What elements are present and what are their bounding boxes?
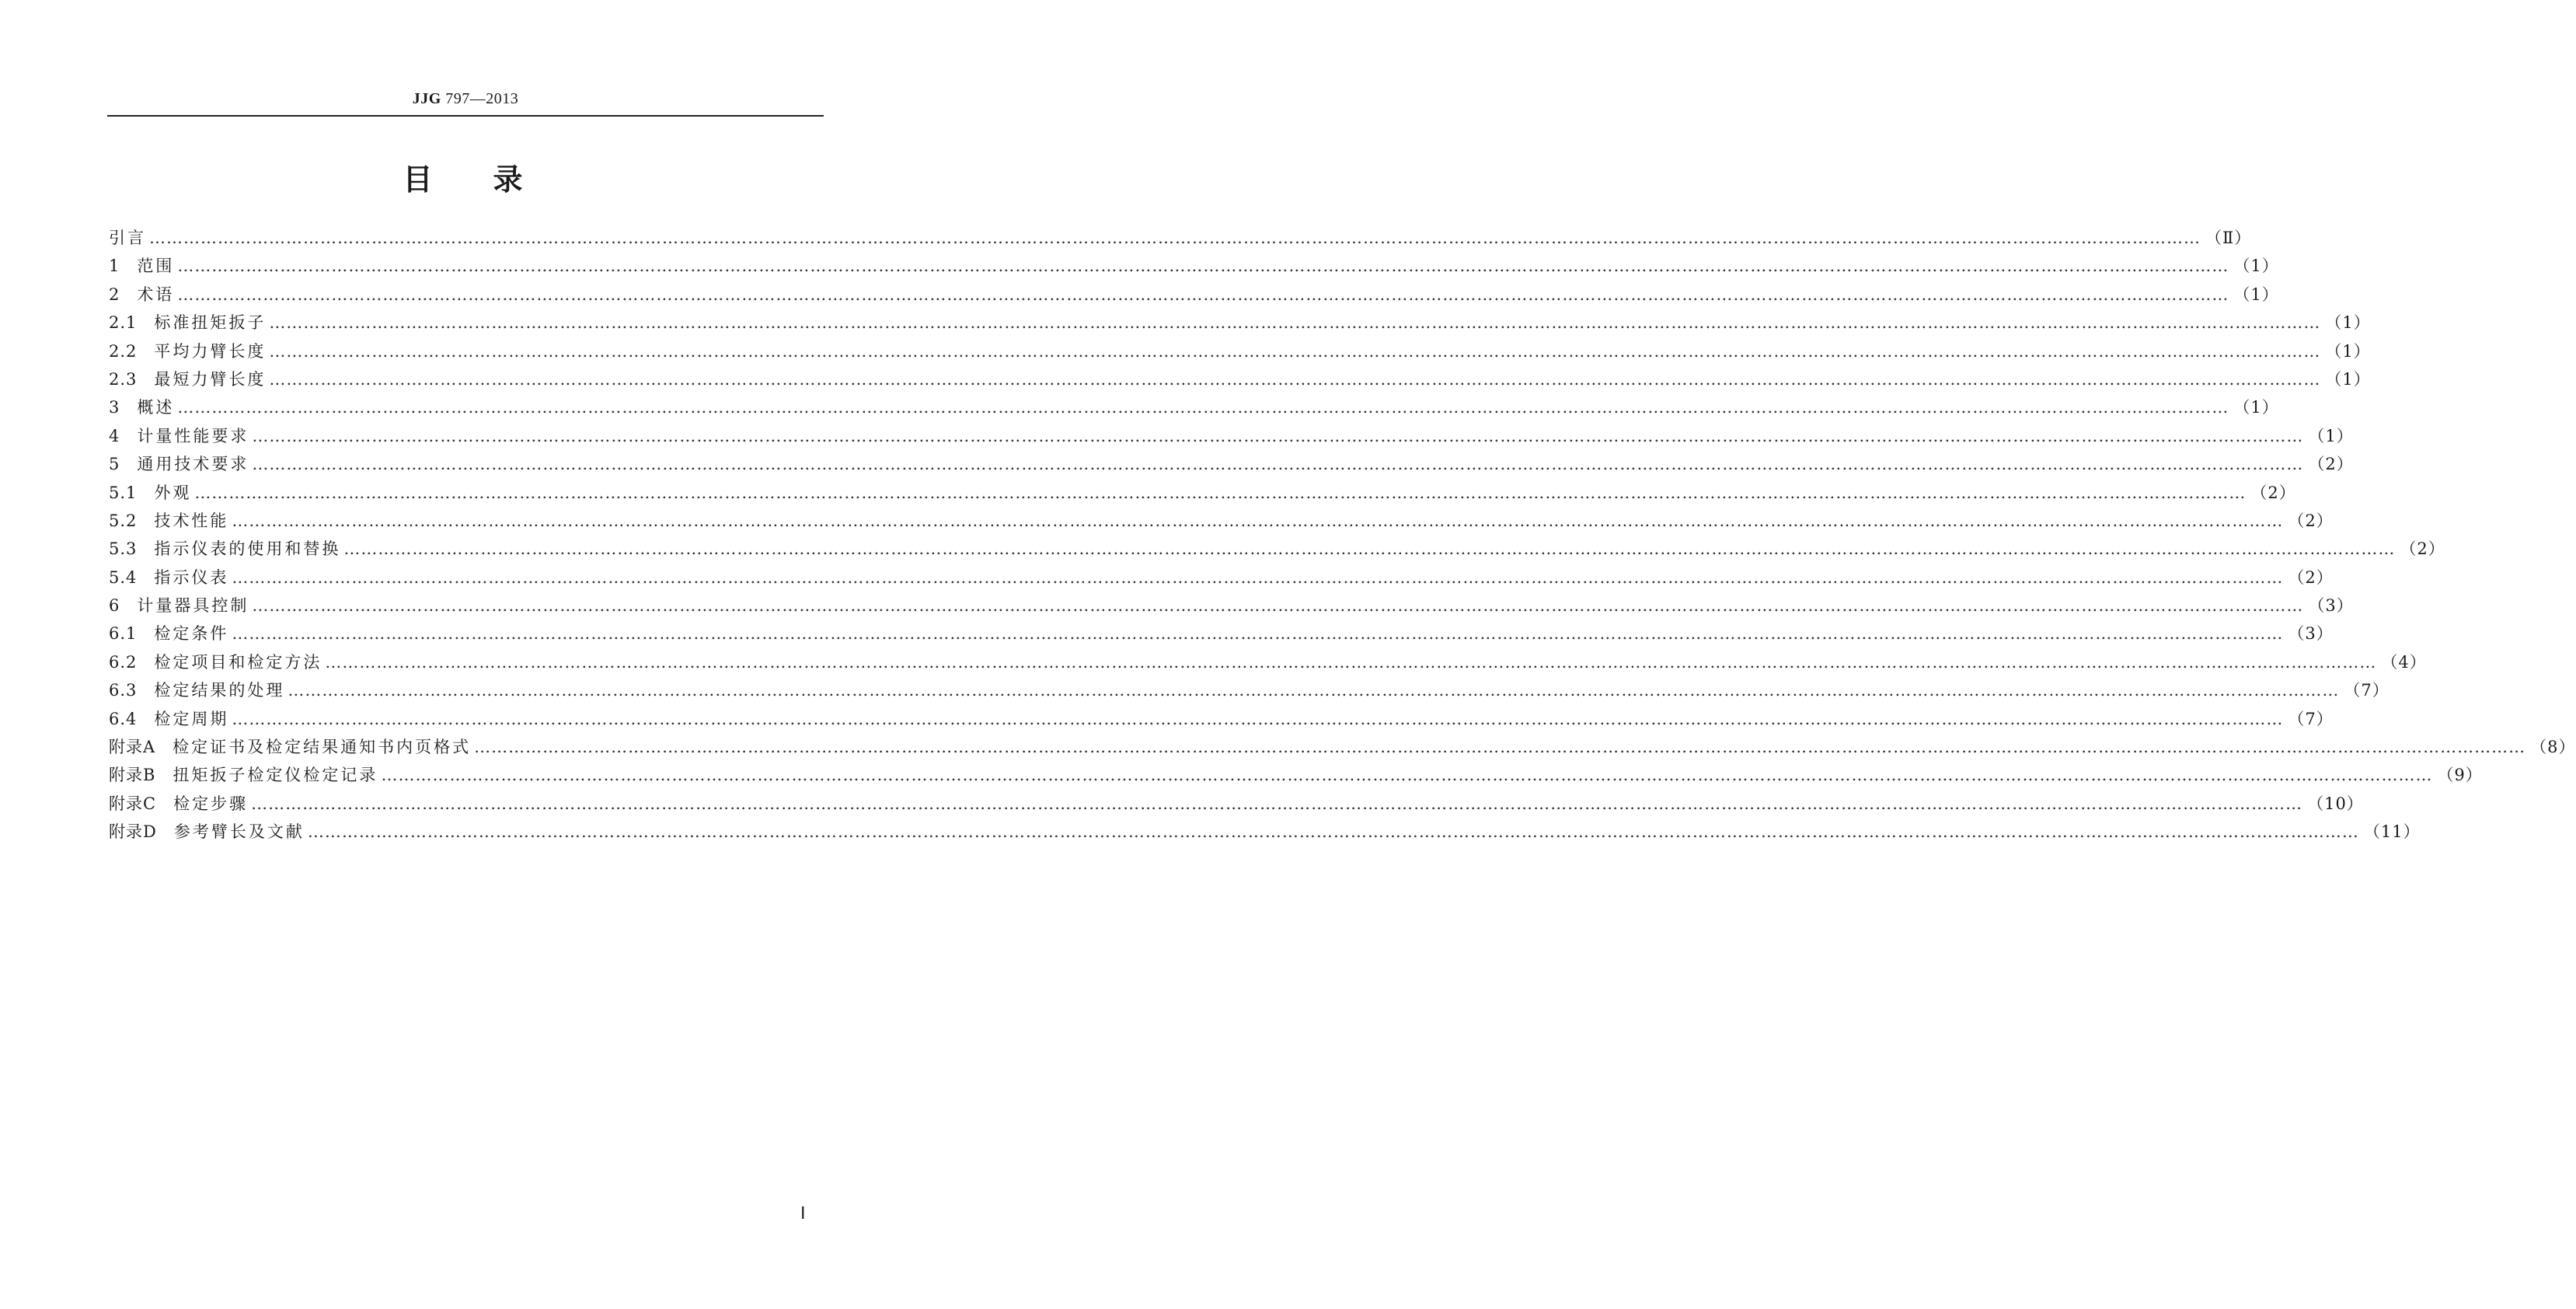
toc-entry-title: 平均力臂长度 xyxy=(154,341,267,361)
toc-entry-number: 6 xyxy=(109,596,138,616)
toc-entry-title: 指示仪表 xyxy=(154,567,229,587)
toc-entry[interactable] xyxy=(109,479,2296,507)
toc-entry-title: 检定步骤 xyxy=(173,794,249,813)
toc-entry-page: （1） xyxy=(2233,257,2279,276)
toc-leader-dots: ……………………………………………………………………………………………………………………………………………………………………………………………………………………………………………………………………………………………………………………………… xyxy=(177,284,2229,304)
toc-leader-dots: ……………………………………………………………………………………………………………………………………………………………………………………………………………………………………………………………………………………………………………………………… xyxy=(232,511,2284,530)
toc-leader-dots: ……………………………………………………………………………………………………………………………………………………………………………………………………………………………………………………………………………………………………………………………… xyxy=(232,709,2284,728)
toc-entry[interactable] xyxy=(109,309,2371,337)
toc-entry-page: （1） xyxy=(2325,369,2371,389)
toc-entry-title: 外观 xyxy=(154,483,192,502)
toc-entry-page: （10） xyxy=(2307,794,2364,813)
toc-leader-dots: ……………………………………………………………………………………………………………………………………………………………………………………………………………………………………………………………………………………………………………………………… xyxy=(194,483,2247,502)
toc-entry-number: 3 xyxy=(109,398,138,417)
toc-entry-page: （1） xyxy=(2325,341,2371,361)
toc-entry[interactable] xyxy=(109,818,2421,846)
toc-entry-page: （3） xyxy=(2308,596,2354,616)
toc-entry-number: 5.3 xyxy=(109,539,155,559)
toc-entry-number: 2.1 xyxy=(109,313,155,333)
toc-entry[interactable] xyxy=(109,705,2334,733)
toc-entry-page: （1） xyxy=(2233,398,2279,417)
toc-entry[interactable] xyxy=(109,733,2576,761)
toc-leader-dots: ……………………………………………………………………………………………………………………………………………………………………………………………………………………………………………………………………………………………………………………………… xyxy=(149,229,2201,247)
toc-entry-number: 6.2 xyxy=(109,652,155,672)
toc-entry[interactable] xyxy=(109,564,2334,592)
toc-entry-number: 附录B xyxy=(109,766,173,785)
toc-entry-title: 通用技术要求 xyxy=(137,455,249,474)
toc-entry[interactable] xyxy=(109,450,2354,478)
toc-entry-number: 6.4 xyxy=(109,709,155,728)
toc-entry[interactable] xyxy=(109,761,2483,789)
toc-entry-number: 附录D xyxy=(109,822,174,842)
toc-entry-page: （1） xyxy=(2308,426,2354,445)
toc-entry[interactable] xyxy=(109,592,2354,620)
toc-entry[interactable] xyxy=(109,648,2427,676)
toc-entry-number: 4 xyxy=(109,426,138,445)
toc-entry-page: （1） xyxy=(2325,313,2371,333)
standard-number: 797—2013 xyxy=(441,90,519,107)
toc-entry-page: （4） xyxy=(2381,652,2427,672)
toc-leader-dots: ……………………………………………………………………………………………………………………………………………………………………………………………………………………………………………………………………………………………………………………………… xyxy=(325,652,2377,672)
toc-entry-page: （Ⅱ） xyxy=(2205,229,2252,247)
toc-entry-title: 检定证书及检定结果通知书内页格式 xyxy=(173,738,472,757)
toc-entry-number: 6.3 xyxy=(109,681,155,700)
toc-leader-dots: ……………………………………………………………………………………………………………………………………………………………………………………………………………………………………………………………………………………………………………………………… xyxy=(177,398,2229,417)
toc-leader-dots: ……………………………………………………………………………………………………………………………………………………………………………………………………………………………………………………………………………………………………………………………… xyxy=(232,624,2284,644)
toc-entry-title: 技术性能 xyxy=(154,511,229,530)
toc-entry-page: （2） xyxy=(2288,567,2334,587)
toc-leader-dots: ……………………………………………………………………………………………………………………………………………………………………………………………………………………………………………………………………………………………………………………………… xyxy=(381,766,2433,785)
toc-entry-page: （7） xyxy=(2288,709,2334,728)
toc-entry-number: 附录A xyxy=(109,738,173,757)
toc-entry-title: 计量器具控制 xyxy=(137,596,249,616)
toc-entry[interactable] xyxy=(109,224,2252,252)
toc-entry[interactable] xyxy=(109,252,2279,280)
toc-entry[interactable] xyxy=(109,281,2279,309)
toc-entry[interactable] xyxy=(109,535,2445,563)
toc-entry-title: 检定结果的处理 xyxy=(154,681,285,700)
toc-entry-title: 检定条件 xyxy=(154,624,229,644)
standard-code: JJG xyxy=(412,90,441,107)
toc-entry-page: （11） xyxy=(2363,822,2421,842)
toc-entry-title: 扭矩扳子检定仪检定记录 xyxy=(173,766,378,785)
toc-entry-title: 标准扭矩扳子 xyxy=(154,313,267,333)
toc-entry-title: 引言 xyxy=(109,229,146,247)
toc-leader-dots: ……………………………………………………………………………………………………………………………………………………………………………………………………………………………………………………………………………………………………………………………… xyxy=(269,313,2321,333)
toc-entry-title: 检定项目和检定方法 xyxy=(154,652,322,672)
toc-leader-dots: ……………………………………………………………………………………………………………………………………………………………………………………………………………………………………………………………………………………………………………………………… xyxy=(251,794,2303,813)
running-header xyxy=(107,90,824,108)
toc-entry[interactable] xyxy=(109,676,2390,704)
toc-leader-dots: ……………………………………………………………………………………………………………………………………………………………………………………………………………………………………………………………………………………………………………………………… xyxy=(269,341,2321,361)
toc-leader-dots: ……………………………………………………………………………………………………………………………………………………………………………………………………………………………………………………………………………………………………………………………… xyxy=(252,455,2304,474)
toc-entry-number: 5 xyxy=(109,455,138,474)
page-title: 目录 xyxy=(403,162,584,197)
toc-entry-number: 5.2 xyxy=(109,511,155,530)
toc-entry-number: 5.1 xyxy=(109,483,155,502)
toc-entry[interactable] xyxy=(109,790,2364,818)
toc-leader-dots: ……………………………………………………………………………………………………………………………………………………………………………………………………………………………………………………………………………………………………………………………… xyxy=(177,257,2229,276)
toc-leader-dots: ……………………………………………………………………………………………………………………………………………………………………………………………………………………………………………………………………………………………………………………………… xyxy=(252,596,2304,616)
toc-entry[interactable] xyxy=(109,337,2371,365)
toc-entry-title: 术语 xyxy=(137,284,175,304)
table-of-contents xyxy=(109,224,2576,846)
toc-entry-title: 最短力臂长度 xyxy=(154,369,267,389)
toc-entry-number: 附录C xyxy=(109,794,174,813)
toc-leader-dots: ……………………………………………………………………………………………………………………………………………………………………………………………………………………………………………………………………………………………………………………………… xyxy=(269,369,2321,389)
page-number: Ⅰ xyxy=(800,1203,806,1223)
toc-entry-number: 6.1 xyxy=(109,624,155,644)
toc-leader-dots: ……………………………………………………………………………………………………………………………………………………………………………………………………………………………………………………………………………………………………………………………… xyxy=(474,738,2526,757)
toc-entry-page: （2） xyxy=(2288,511,2334,530)
header-rule xyxy=(107,115,824,117)
toc-entry-number: 5.4 xyxy=(109,567,155,587)
toc-entry-page: （2） xyxy=(2400,539,2445,559)
toc-entry-number: 2.2 xyxy=(109,341,155,361)
toc-entry-title: 指示仪表的使用和替换 xyxy=(154,539,341,559)
toc-entry-title: 检定周期 xyxy=(154,709,229,728)
toc-entry-number: 1 xyxy=(109,257,138,276)
toc-leader-dots: ……………………………………………………………………………………………………………………………………………………………………………………………………………………………………………………………………………………………………………………………… xyxy=(288,681,2340,700)
toc-entry[interactable] xyxy=(109,507,2334,535)
toc-entry-number: 2 xyxy=(109,284,138,304)
toc-entry[interactable] xyxy=(109,393,2279,421)
toc-entry-number: 2.3 xyxy=(109,369,155,389)
toc-entry[interactable] xyxy=(109,422,2354,450)
toc-entry-title: 范围 xyxy=(137,257,175,276)
toc-leader-dots: ……………………………………………………………………………………………………………………………………………………………………………………………………………………………………………………………………………………………………………………………… xyxy=(252,426,2304,445)
toc-entry[interactable] xyxy=(109,365,2371,393)
toc-entry-page: （3） xyxy=(2288,624,2334,644)
toc-entry-page: （7） xyxy=(2344,681,2390,700)
toc-entry-page: （8） xyxy=(2530,738,2576,757)
toc-entry-page: （2） xyxy=(2250,483,2296,502)
toc-leader-dots: ……………………………………………………………………………………………………………………………………………………………………………………………………………………………………………………………………………………………………………………………… xyxy=(343,539,2396,559)
toc-entry[interactable] xyxy=(109,620,2334,648)
toc-entry-page: （1） xyxy=(2233,284,2279,304)
toc-leader-dots: ……………………………………………………………………………………………………………………………………………………………………………………………………………………………………………………………………………………………………………………………… xyxy=(232,567,2284,587)
toc-leader-dots: ……………………………………………………………………………………………………………………………………………………………………………………………………………………………………………………………………………………………………………………………… xyxy=(307,822,2359,842)
toc-entry-title: 概述 xyxy=(137,398,175,417)
toc-entry-page: （9） xyxy=(2437,766,2483,785)
toc-entry-page: （2） xyxy=(2308,455,2354,474)
toc-entry-title: 计量性能要求 xyxy=(137,426,249,445)
toc-entry-title: 参考臂长及文献 xyxy=(173,822,305,842)
